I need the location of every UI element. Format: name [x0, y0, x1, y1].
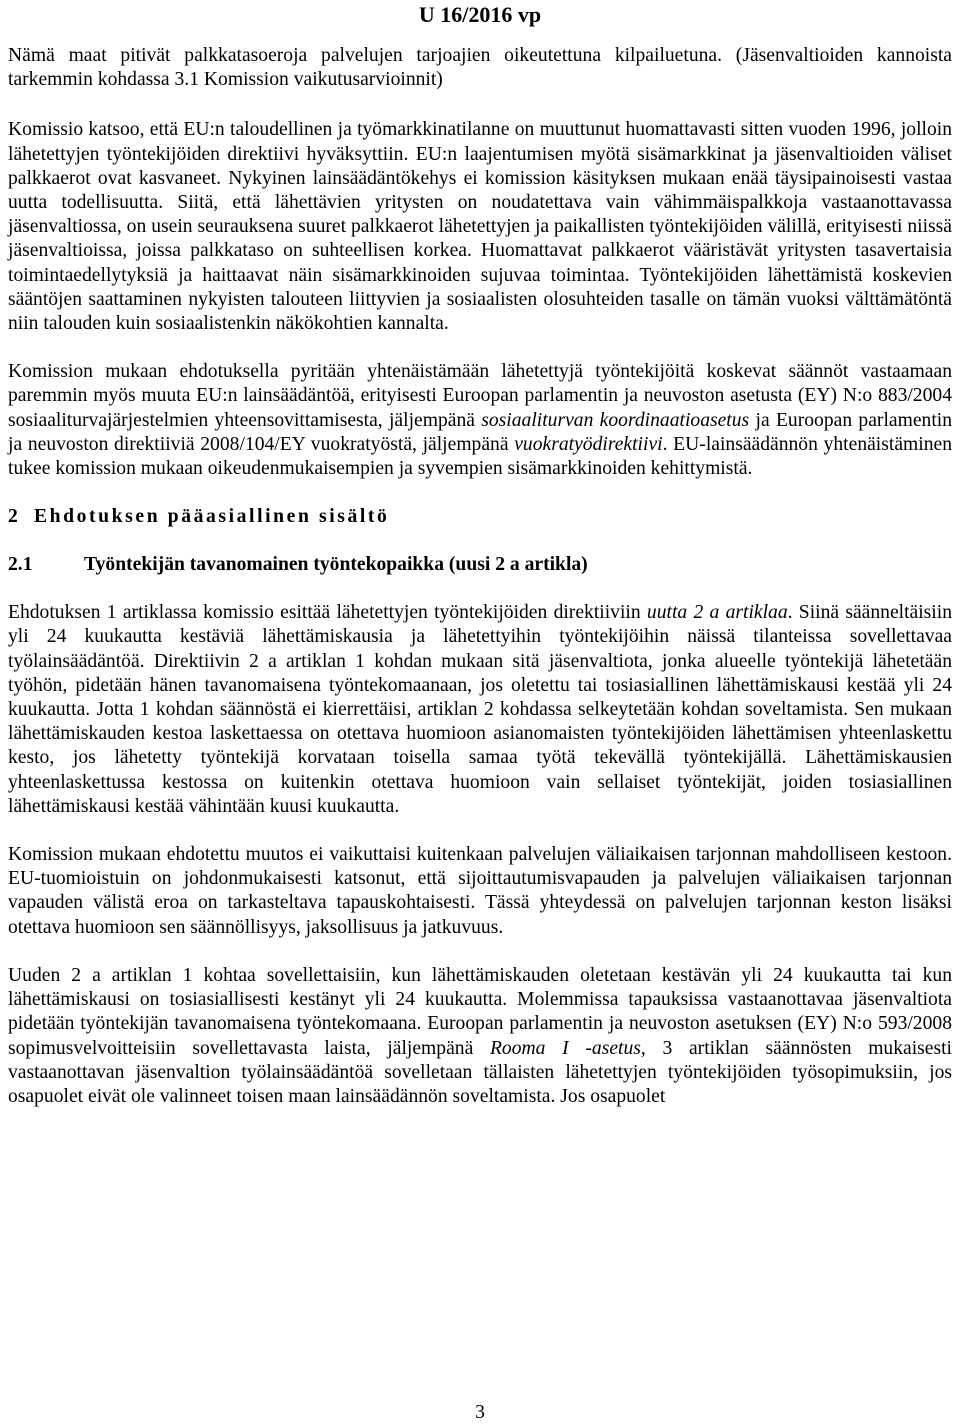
italic-term: Rooma I -asetus: [489, 1037, 641, 1059]
text-run: ja Euroopan parlamentin ja neuvoston direktiiviä 2008/104/EY vuokratyöstä, jäljempänä: [8, 409, 953, 455]
paragraph-rome-i: [8, 964, 952, 1109]
section-heading-2: [8, 505, 952, 529]
paragraph-member-states: Nämä maat pitivät palkkatasoeroja palvelujen tarjoajien oikeutettuna kilpailuetuna. (Jäsenvaltioiden kannoista tarkemmin kohdassa 3.1 Komission vaikutusarvioinnit): [8, 45, 952, 91]
spacer: [8, 819, 952, 843]
text-run: Komission mukaan ehdotuksella pyritään yhtenäistämään lähetettyjä työntekijöitä koskevat säännöt vastaamaan paremmin myös muuta EU:n lainsäädäntöä, erityisesti Euroopan parlamentin ja neuvoston asetusta (EY) N:o 883/2004 sosiaaliturvajärjestelmien yhteensovittamisesta, jäljempänä: [8, 361, 952, 431]
section-heading-2-1: [8, 553, 952, 577]
spacer: [8, 481, 952, 505]
paragraph-harmonisation: [8, 360, 952, 481]
spacer: [8, 336, 952, 360]
paragraph-duration: Komission mukaan ehdotettu muutos ei vaikuttaisi kuitenkaan palvelujen väliaikaisen tarjonnan mahdolliseen kestoon. EU-tuomioistuin on johdonmukaisesti katsonut, että sijoittautumisvapauden ja palvelujen väliaikaisen tarjonnan vapauden välistä eroa on tarkasteltava tapauskohtaisesti. Tässä yhteydessä on palvelujen tarjonnan keston lisäksi otettava huomioon sen säännöllisyys, jaksollisuus ja jatkuvuus.: [8, 844, 952, 938]
section-title: Ehdotuksen pääasiallinen sisältö: [34, 506, 390, 528]
section-title: Työntekijän tavanomainen työntekopaikka (uusi 2 a artikla): [84, 554, 588, 576]
page-number: 3: [475, 1402, 485, 1423]
document-header: U 16/2016 vp: [418, 2, 542, 27]
paragraph-commission-view: Komissio katsoo, että EU:n taloudellinen ja työmarkkinatilanne on muuttunut huomattavasti sitten vuoden 1996, jolloin lähetettyjen työntekijöiden direktiivi hyväksyttiin. EU:n laajentumisen myötä sisämarkkinat ja jäsenvaltioiden väliset palkkaerot ovat kasvaneet. Nykyinen lainsäädäntökehys ei komission käsityksen mukaan enää täysipainoisesti vastaa uutta todellisuutta. Siitä, että lähettävien yritysten on noudatettava vain vähimmäispalkkoja vastaanottavassa jäsenvaltiossa, on usein seurauksena suuret palkkaerot lähetettyjen ja paikallisten työntekijöiden välillä, erityisesti niissä jäsenvaltioissa, joissa palkkataso on suhteellisen korkea. Huomattavat palkkaerot vääristävät yritysten tasavertaisia toimintaedellytyksiä ja haittaavat näin sisämarkkinoiden sujuvaa toimintaa. Työntekijöiden lähettämistä koskevien sääntöjen saattaminen nykyisten talouteen liittyvien ja sosiaalisten olosuhteiden tasalle on tämän vuoksi välttämätöntä niin talouden kuin sosiaalistenkin näkökohtien kannalta.: [8, 119, 952, 335]
spacer: [8, 529, 952, 553]
section-number: 2: [8, 506, 18, 528]
text-run: . EU-lainsäädännön yhtenäistäminen tukee komission mukaan oikeudenmukaisempien ja syvempien sisämarkkinoiden kehittymistä.: [8, 433, 952, 480]
document-page: [8, 0, 952, 1109]
section-number: 2.1: [8, 554, 33, 576]
spacer: [8, 940, 952, 964]
text-run: Ehdotuksen 1 artiklassa komissio esittää lähetettyjen työntekijöiden direktiiviin: [8, 602, 647, 624]
italic-term: sosiaaliturvan koordinaatioasetus: [481, 409, 750, 431]
paragraph-article-2a: [8, 601, 952, 819]
text-run: , 3 artiklan säännösten mukaisesti vastaanottavan jäsenvaltion työlainsäädäntöä sovelletaan tällaisten lähetettyjen työntekijöiden työsopimuksiin, jos osapuolet eivät ole valinneet toisen maan lainsäädännön soveltamista. Jos osapuolet: [8, 1037, 953, 1107]
text-run: Uuden 2 a artiklan 1 kohtaa sovellettaisiin, kun lähettämiskauden oletetaan kestävän yli 24 kuukautta tai kun lähettämiskausi on tosiasiallisesti kestänyt yli 24 kuukautta. Molemmissa tapauksissa vastaanottavaa jäsenvaltiota pidetään työntekijän tavanomaisena työntekomaana. Euroopan parlamentin ja neuvoston asetuksen (EY) N:o 593/2008 sopimusvelvoitteisiin sovellettavasta laista, jäljempänä: [8, 964, 952, 1059]
italic-term: uutta 2 a artiklaa: [646, 602, 788, 624]
spacer: [8, 92, 952, 118]
text-run: . Siinä säänneltäisiin yli 24 kuukautta kestäviä lähettämiskausia ja lähetettyihin työntekijöihin näissä tilanteissa sovellettavaa työlainsäädäntöä. Direktiivin 2 a artiklan 1 kohdan mukaan sitä jäsenvaltiota, jonka alueelle työntekijä lähetetään työhön, pidetään hänen tavanomaisena työntekomaanaan, jos oletettu tai tosiasiallinen lähettämiskausi kestää yli 24 kuukautta. Jotta 1 kohdan säännöstä ei kierrettäisi, artiklan 2 kohdassa selkeytetään kohdan soveltamista. Sen mukaan lähettämiskauden kestoa laskettaessa on otettava huomioon asianomaisten työntekijöiden lähettämisen yhteenlaskettu kesto, jos lähetetty työntekijä korvataan toisella samaa työtä tekevällä työntekijällä. Lähettämiskausien yhteenlaskettussa kestossa on kuitenkin otettava huomioon vain sellaiset työntekijät, joiden tosiasiallinen lähettämiskausi kestää vähintään kuusi kuukautta.: [8, 602, 952, 817]
italic-term: vuokratyödirektiivi: [514, 433, 663, 455]
spacer: [8, 577, 952, 601]
